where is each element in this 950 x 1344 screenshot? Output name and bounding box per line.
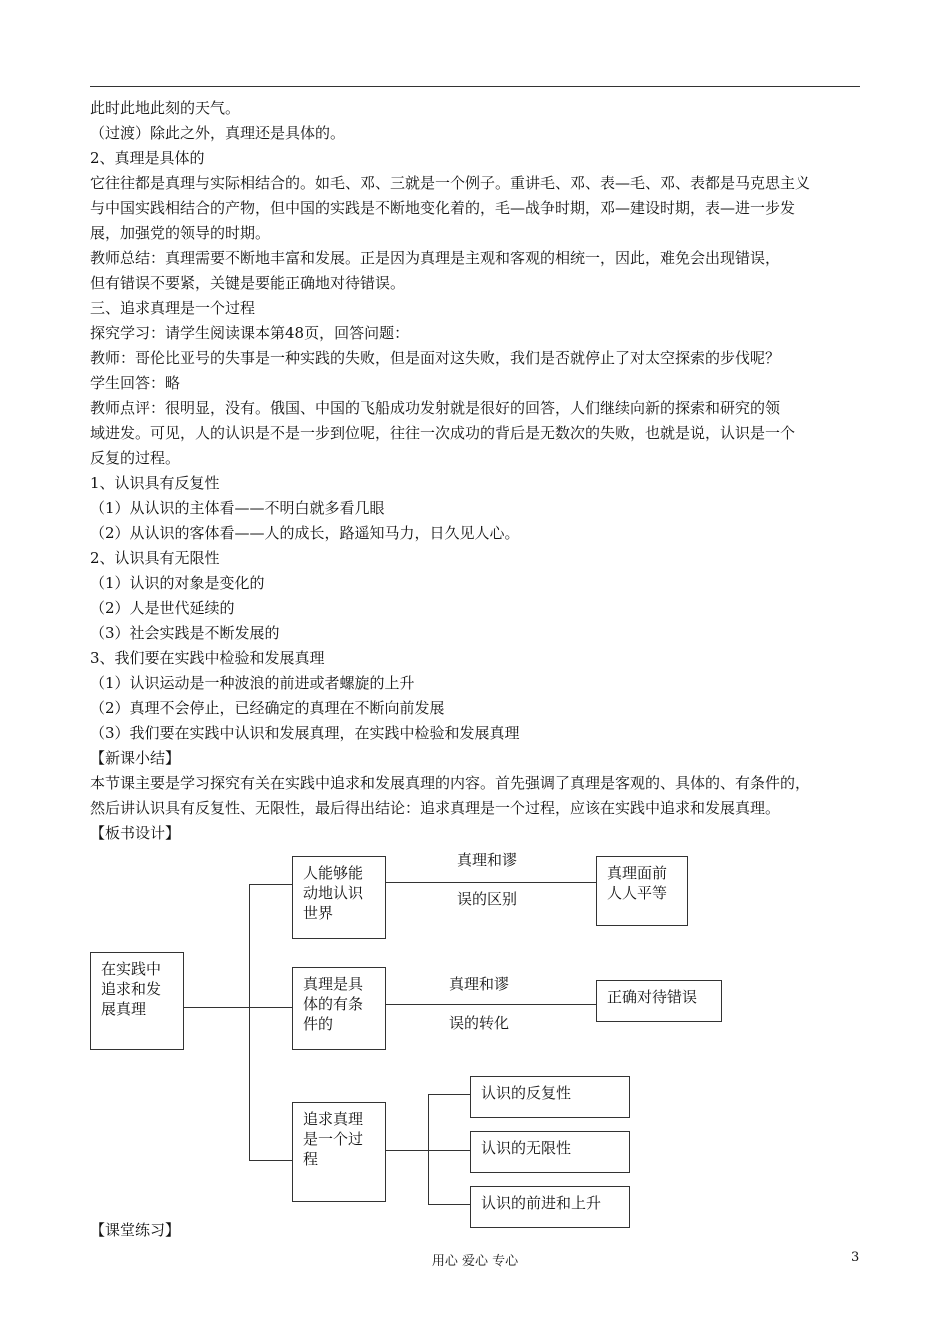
connector-line bbox=[249, 884, 250, 1160]
paragraph-line: 2、真理是具体的 bbox=[90, 149, 205, 167]
leaf-box: 真理面前人人平等 bbox=[596, 856, 688, 926]
connector-line bbox=[386, 1004, 596, 1005]
paragraph-line: 域进发。可见，人的认识是不是一步到位呢，往往一次成功的背后是无数次的失败，也就是说，认识是一个 bbox=[90, 424, 796, 442]
paragraph-line: 教师点评：很明显，没有。俄国、中国的飞船成功发射就是很好的回答，人们继续向新的探索和研究的领 bbox=[90, 399, 781, 417]
paragraph-line: （2）从认识的客体看——人的成长，路遥知马力，日久见人心。 bbox=[90, 524, 520, 542]
page-footer: 用心 爱心 专心 bbox=[431, 1254, 519, 1269]
paragraph-line: （1）认识的对象是变化的 bbox=[90, 574, 265, 592]
connector-line bbox=[428, 1094, 429, 1204]
section-heading: 【板书设计】 bbox=[90, 824, 181, 842]
paragraph-line: 与中国实践相结合的产物，但中国的实践是不断地变化着的，毛—战争时期，邓—建设时期，表—进一步发 bbox=[90, 199, 796, 217]
paragraph-line: （过渡）除此之外，真理还是具体的。 bbox=[90, 124, 346, 142]
connector-line bbox=[249, 1160, 292, 1161]
paragraph-line: 3、我们要在实践中检验和发展真理 bbox=[90, 649, 325, 667]
connector-line bbox=[183, 1007, 249, 1008]
paragraph-line: 但有错误不要紧，关键是要能正确地对待错误。 bbox=[90, 274, 406, 292]
paragraph-line: （1）从认识的主体看——不明白就多看几眼 bbox=[90, 499, 385, 517]
paragraph-line: （2）人是世代延续的 bbox=[90, 599, 235, 617]
leaf-box: 认识的无限性 bbox=[470, 1131, 630, 1173]
paragraph-line: （3）社会实践是不断发展的 bbox=[90, 624, 280, 642]
leaf-box: 认识的前进和上升 bbox=[470, 1186, 630, 1228]
connector-label: 真理和谬 bbox=[457, 851, 518, 869]
connector-line bbox=[386, 1150, 428, 1151]
connector-line bbox=[386, 882, 596, 883]
branch-box: 真理是具体的有条件的 bbox=[292, 967, 386, 1050]
paragraph-line: 它往往都是真理与实际相结合的。如毛、邓、三就是一个例子。重讲毛、邓、表—毛、邓、表都是马克思主义 bbox=[90, 174, 811, 192]
paragraph-line: （1）认识运动是一种波浪的前进或者螺旋的上升 bbox=[90, 674, 415, 692]
paragraph-line: 1、认识具有反复性 bbox=[90, 474, 220, 492]
leaf-box: 正确对待错误 bbox=[596, 980, 722, 1022]
paragraph-line: 然后讲认识具有反复性、无限性，最后得出结论：追求真理是一个过程，应该在实践中追求和发展真理。 bbox=[90, 799, 781, 817]
paragraph-line: 教师：哥伦比亚号的失事是一种实践的失败，但是面对这失败，我们是否就停止了对太空探索的步伐呢？ bbox=[90, 349, 781, 367]
paragraph-line: （3）我们要在实践中认识和发展真理，在实践中检验和发展真理 bbox=[90, 724, 520, 742]
paragraph-line: 此时此地此刻的天气。 bbox=[90, 99, 241, 117]
header-rule bbox=[90, 86, 860, 87]
connector-label: 误的区别 bbox=[457, 890, 518, 908]
connector-label: 真理和谬 bbox=[449, 975, 510, 993]
section-heading: 【新课小结】 bbox=[90, 749, 181, 767]
paragraph-line: 2、认识具有无限性 bbox=[90, 549, 220, 567]
paragraph-line: 探究学习：请学生阅读课本第48页，回答问题： bbox=[90, 324, 410, 342]
section-heading: 【课堂练习】 bbox=[90, 1221, 181, 1239]
branch-box: 人能够能动地认识世界 bbox=[292, 856, 386, 939]
connector-line bbox=[428, 1150, 470, 1151]
paragraph-line: 展，加强党的领导的时期。 bbox=[90, 224, 271, 242]
branch-box: 追求真理是一个过程 bbox=[292, 1102, 386, 1202]
connector-line bbox=[249, 884, 292, 885]
root-box: 在实践中追求和发展真理 bbox=[90, 952, 184, 1050]
connector-line bbox=[249, 1007, 292, 1008]
connector-line bbox=[428, 1204, 470, 1205]
paragraph-line: 本节课主要是学习探究有关在实践中追求和发展真理的内容。首先强调了真理是客观的、具体的、有条件的， bbox=[90, 774, 811, 792]
connector-line bbox=[428, 1094, 470, 1095]
paragraph-line: 学生回答：略 bbox=[90, 374, 181, 392]
connector-label: 误的转化 bbox=[449, 1014, 510, 1032]
paragraph-line: （2）真理不会停止，已经确定的真理在不断向前发展 bbox=[90, 699, 445, 717]
page-number: 3 bbox=[851, 1250, 860, 1265]
paragraph-line: 反复的过程。 bbox=[90, 449, 181, 467]
section-heading: 三、追求真理是一个过程 bbox=[90, 299, 256, 317]
paragraph-line: 教师总结：真理需要不断地丰富和发展。正是因为真理是主观和客观的相统一，因此，难免会出现错误， bbox=[90, 249, 781, 267]
leaf-box: 认识的反复性 bbox=[470, 1076, 630, 1118]
